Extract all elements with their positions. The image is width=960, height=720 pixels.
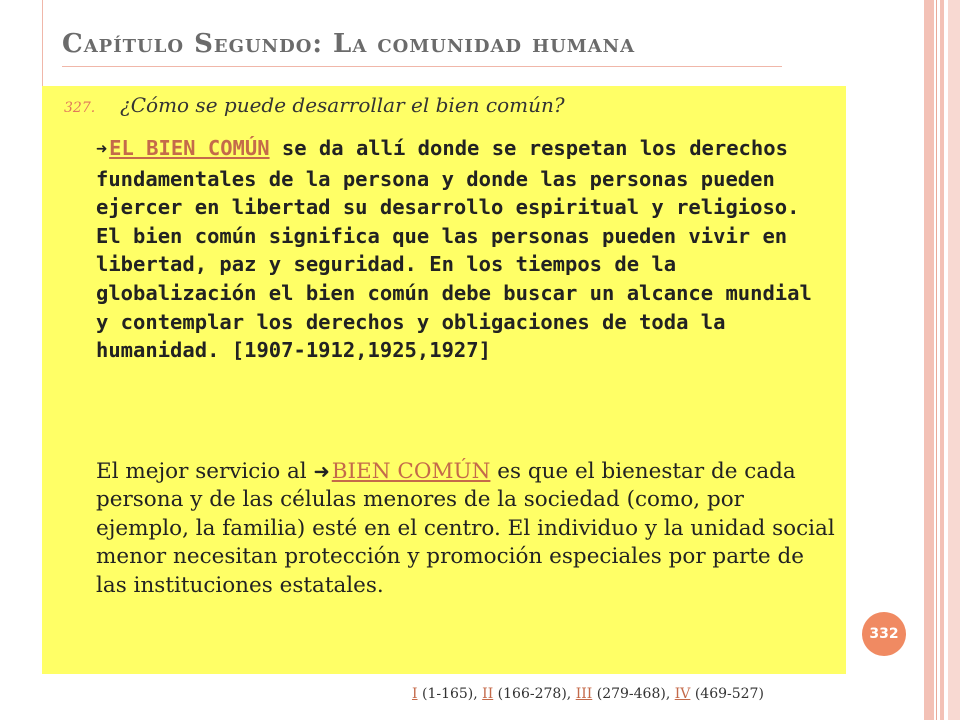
bold-paragraph-text: se da allí donde se respetan los derechos fundamentales de la persona y donde las personas pueden ejercer en libertad su desarrollo espiritual y religioso. El bien común significa que las personas pueden vivir en libertad, paz y seguridad. En los tiempos de la globalización el bien común debe buscar un alcance mundial y contemplar los derechos y obligaciones de toda la humanidad. [1907-1912,1925,1927]: [96, 136, 812, 363]
arrow-right-icon: ➜: [96, 139, 108, 160]
footer-navigation: [412, 686, 764, 702]
question-text: ¿Cómo se puede desarrollar el bien común?: [120, 93, 565, 117]
nav-range-part-4: (469-527): [690, 686, 764, 702]
title-underline: [62, 66, 782, 67]
regular-paragraph-lead: El mejor servicio al: [96, 459, 314, 484]
regular-paragraph: [96, 458, 836, 600]
nav-link-part-4[interactable]: IV: [674, 686, 691, 702]
nav-range-part-1: (1-165),: [417, 686, 483, 702]
regular-paragraph-text: es que el bienestar de cada persona y de las células menores de la sociedad (como, por ejemplo, la familia) esté en el centro. El individuo y la unidad social menor necesitan protección y promoción especiales por parte de las instituciones estatales.: [96, 459, 835, 598]
bien-comun-link[interactable]: BIEN COMÚN: [331, 459, 491, 484]
nav-link-part-3[interactable]: III: [575, 686, 593, 702]
decorative-stripe: [924, 0, 934, 720]
title-left-rule: [42, 0, 43, 86]
nav-link-part-2[interactable]: II: [482, 686, 494, 702]
page-number-badge: 332: [862, 612, 906, 656]
arrow-right-icon: ➜: [313, 460, 330, 483]
decorative-line: [936, 0, 937, 720]
decorative-stripe: [948, 0, 960, 720]
bien-comun-link[interactable]: EL BIEN COMÚN: [109, 136, 270, 160]
nav-link-part-1[interactable]: I: [412, 686, 418, 702]
bold-paragraph: [96, 134, 832, 365]
item-number: 327.: [64, 100, 96, 116]
nav-range-part-3: (279-468),: [592, 686, 675, 702]
decorative-stripe: [940, 0, 944, 720]
nav-range-part-2: (166-278),: [493, 686, 576, 702]
question-row: [64, 93, 565, 117]
slide-title: Capítulo Segundo: La comunidad humana: [62, 29, 636, 59]
